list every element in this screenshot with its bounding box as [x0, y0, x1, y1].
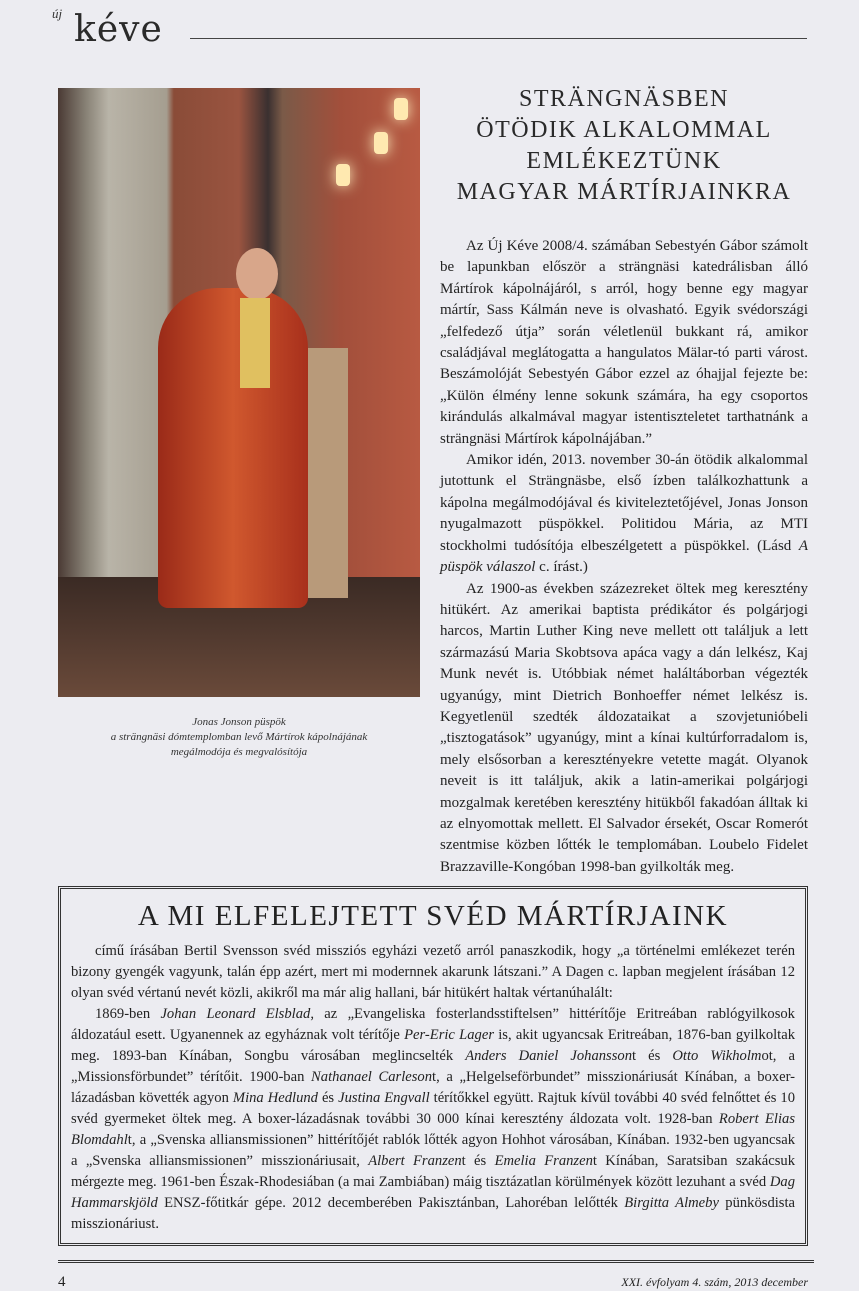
photo-column	[58, 84, 420, 760]
article-body	[440, 236, 808, 878]
footer	[58, 1274, 808, 1291]
photo-head	[236, 248, 278, 300]
footer-rule	[58, 1260, 814, 1264]
italic-name: Per-Eric Lager	[404, 1027, 495, 1044]
italic-name: Mina Hedlund	[232, 1090, 318, 1107]
box-title: A MI ELFELEJTETT SVÉD MÁRTÍRJAINK	[137, 900, 729, 933]
lamp-icon	[336, 164, 350, 186]
bishop-photo	[58, 88, 420, 697]
text-run: című írásában Bertil Svensson svéd missziós egyházi vezető arról panaszkodik, hogy „a történelmi emlékezet terén bizony gyengék vagyunk, talán épp azért, mert mi modernnek akarunk látszani.” A Dagen c. lapban megjelent írásában 12 olyan svéd vértanú nevét közli, akikről ma már alig hallani, bár hitükért haltak vértanúhalált:	[71, 943, 795, 1002]
headline-line: ÖTÖDIK ALKALOMMAL	[476, 117, 772, 143]
italic-name: Albert Franzen	[368, 1153, 462, 1170]
paragraph	[440, 579, 808, 879]
text-run: Amikor idén, 2013. november 30-án ötödik alkalommal jutottunk el Strängnäsbe, első ízben találkozhattunk a kápolna megálmodójával és kiviteleztetőjével, Jonas Jonson nyugalmazott püspökkel. Politidou Mária, az MTI stockholmi tudósítója elbeszélgetett a püspökkel. (Lásd	[440, 452, 808, 554]
text-run: ENSZ-főtitkár gépe. 2012 decemberében Pakisztánban, Lahoréban lelőtték	[157, 1195, 625, 1212]
text-run: térítőkkel együtt. Rajtuk kívül további 40 svéd felnőttet és 10 svéd gyermeket öltek meg. A boxer-lázadásnak további 30 000 kínai keresztény áldozata volt. 1928-ban	[71, 1090, 796, 1128]
caption-line: a strängnäsi dómtemplomban levő Mártírok kápolnájának	[110, 731, 368, 743]
sidebar-box	[58, 886, 808, 1246]
italic-name: Anders Daniel Johansson	[465, 1048, 632, 1065]
headline-line: EMLÉKEZTÜNK	[526, 148, 722, 174]
page-number: 4	[58, 1274, 66, 1291]
article-column	[440, 84, 808, 878]
text-run: ot, a „Missionsförbundet” térítőit. 1900-ban	[71, 1048, 795, 1086]
text-run: , az „Evangeliska fosterlandsstiftelsen” hittérítője Eritreában rablógyilkosok áldozatául esett. Ugyanennek az egyháznak volt térítője	[71, 1006, 795, 1044]
lamp-icon	[374, 132, 388, 154]
magazine-logo: kéve	[74, 9, 163, 50]
page-content	[58, 84, 808, 1291]
italic-name: Johan Leonard Elsblad	[160, 1006, 311, 1023]
italic-name: Nathanael Carleson	[311, 1069, 433, 1086]
top-section	[58, 84, 808, 878]
italic-name: Justina Engvall	[338, 1090, 430, 1107]
paragraph	[71, 941, 795, 1004]
paragraph	[440, 236, 808, 450]
text-run: t és	[632, 1048, 673, 1065]
photo-caption	[58, 715, 420, 760]
caption-line: megálmodója és megvalósítója	[170, 746, 308, 758]
issue-info: XXI. évfolyam 4. szám, 2013 december	[621, 1275, 808, 1290]
text-run: Az 1900-as években százezreket öltek meg keresztény hitükért. Az amerikai baptista prédikátor és polgárjogi harcos, Martin Luther King neve mellett ott találjuk a lett származású Maria Skobtsova apáca vagy a dán lelkész, Kaj Munk nevét is. Utóbbiak német haláltáborban végezték ugyanúgy, mint Dietrich Bonhoeffer német lelkész is. Kegyetlenül szedték áldozataikat a szovjetunióbeli „tisztogatások” ugyanúgy, mint a kínai kultúrforradalom is, mely elsősorban a keresztényekre vetette magát. Olyanok neveit is itt találjuk, akik a latin-amerikai polgárjogi mozgalmak keretében keresztény hitükből fakadóan álltak ki az elnyomottak mellett. El Salvador érsekét, Oscar Romerót szentmise közben lőtték le templomában. Loubelo Fidelet Brazzaville-Kongóban 1998-ban gyilkolták meg.	[440, 580, 808, 875]
lamp-icon	[394, 98, 408, 120]
italic-name: Dag Hammarskjöld	[71, 1174, 795, 1212]
headline-line: MAGYAR MÁRTÍRJAINKRA	[456, 179, 792, 205]
paragraph	[440, 450, 808, 578]
text-run: pünkösdista misszionáriust.	[71, 1195, 796, 1233]
text-run: t, a „Helgelseförbundet” misszionáriusát Kínában, a boxer-lázadásban követték agyon	[71, 1069, 796, 1107]
text-run: t Kínában, Saratsiban szakácsuk mérgezte meg. 1961-ben Észak-Rhodesiában (a mai Zambiában) máig tisztázatlan körülmények között lezuhant a svéd	[71, 1153, 795, 1191]
text-run: t és	[461, 1153, 495, 1170]
text-run: Az Új Kéve 2008/4. számában Sebestyén Gábor számolt be lapunkban először a strängnäsi katedrálisban álló Mártírok kápolnájáról, s arról, hogy benne egy magyar mártír, Sass Kálmán neve is olvasható. Egyik svédországi „felfedező útja” során véletlenül bukkant rá, amikor családjával meglátogatta a hangulatos Mälar-tó parti várost. Beszámolóját Sebestyén Gábor ezzel az óhajjal fejezte be: „Külön élmény lenne sokunk számára, ha egy csoportos kirándulás alkalmával magyar istentiszteletet tarthatnánk a strängnäsi Mártírok kápolnájában.”	[440, 238, 808, 447]
photo-robe	[158, 288, 308, 608]
text-run: c. írást.)	[535, 559, 588, 576]
italic-name: Otto Wikholm	[672, 1048, 762, 1065]
photo-lectern	[308, 348, 348, 598]
article-headline	[440, 84, 808, 208]
logo-prefix: új	[52, 6, 63, 21]
text-run: és	[317, 1090, 339, 1107]
photo-stole	[240, 298, 270, 388]
text-run: 1869-ben	[95, 1006, 161, 1023]
text-run: t, a „Svenska alliansmissionen” hittérítőjét rablók lőtték agyon Hohhot városában, Kínában. 1932-ben ugyancsak a „Svenska alliansmissionen” misszionáriusait,	[71, 1132, 795, 1170]
italic-name: Robert Elias Blomdahl	[71, 1111, 795, 1149]
paragraph	[71, 1004, 795, 1235]
caption-line: Jonas Jonson püspök	[192, 716, 286, 728]
italic-name: Emelia Franzen	[494, 1153, 593, 1170]
text-run: is, akit ugyancsak Eritreában, 1876-ban gyilkoltak meg. 1893-ban Kínában, Songbu városában meglincselték	[71, 1027, 796, 1065]
italic-name: A püspök válaszol	[440, 537, 808, 576]
header-rule	[190, 38, 807, 39]
headline-line: STRÄNGNÄSBEN	[518, 86, 730, 112]
box-body	[71, 941, 795, 1235]
italic-name: Birgitta Almeby	[624, 1195, 719, 1212]
